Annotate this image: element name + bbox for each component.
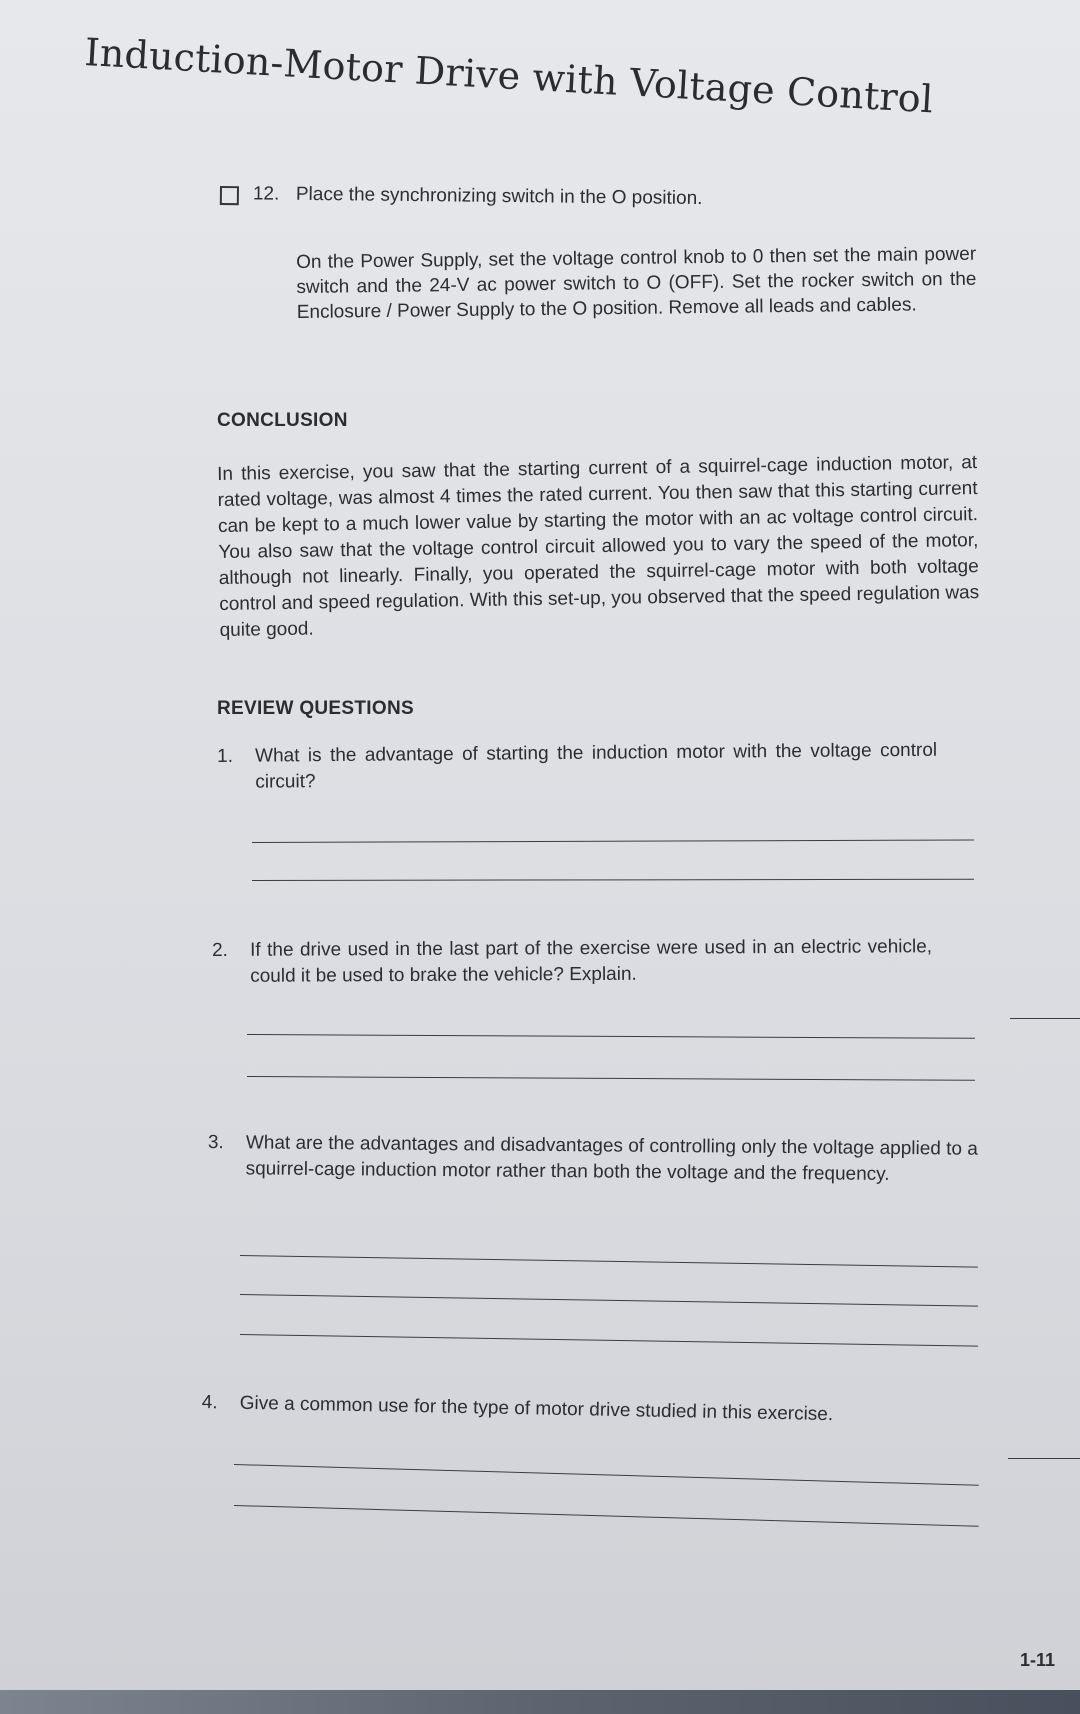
answer-line[interactable] xyxy=(247,1076,975,1081)
question-text: If the drive used in the last part of the exercise were used in an electric vehicle, could it be used to brake the vehicle? Explain. xyxy=(250,936,933,987)
question-number: 4. xyxy=(201,1391,218,1414)
question-3 xyxy=(208,1130,978,1189)
conclusion-heading: CONCLUSION xyxy=(217,410,348,431)
page-title: Induction-Motor Drive with Voltage Control xyxy=(83,30,935,122)
table-surface xyxy=(0,1690,1080,1714)
question-2 xyxy=(212,934,932,990)
answer-line[interactable] xyxy=(240,1334,978,1347)
margin-mark xyxy=(1008,1458,1080,1459)
answer-line[interactable] xyxy=(252,839,974,843)
page-number: 1-11 xyxy=(1020,1650,1056,1670)
question-text: What is the advantage of starting the induction motor with the voltage control circuit? xyxy=(255,739,938,793)
step-12 xyxy=(220,183,980,210)
step-instruction: Place the synchronizing switch in the O position. xyxy=(295,183,703,210)
step-number: 12. xyxy=(252,183,280,205)
question-text: Give a common use for the type of motor drive studied in this exercise. xyxy=(239,1392,834,1426)
question-text: What are the advantages and disadvantages of controlling only the voltage applied to a squirrel-cage induction motor rather than both the voltage and the frequency. xyxy=(245,1132,978,1185)
review-questions-heading: REVIEW QUESTIONS xyxy=(217,698,414,719)
question-4 xyxy=(202,1390,982,1431)
answer-line[interactable] xyxy=(240,1255,978,1268)
step-paragraph: On the Power Supply, set the voltage control knob to 0 then set the main power switch and the 24-V ac power switch to O (OFF). Set the rocker switch on the Enclosure / Power Supply to the O position. Remove all leads and cables. xyxy=(296,243,977,323)
answer-line[interactable] xyxy=(240,1294,978,1307)
question-number: 3. xyxy=(207,1131,224,1154)
question-number: 2. xyxy=(212,939,228,961)
answer-line[interactable] xyxy=(247,1034,975,1039)
answer-line[interactable] xyxy=(252,879,974,881)
answer-line[interactable] xyxy=(234,1505,979,1527)
step-checkbox[interactable] xyxy=(220,186,239,205)
question-number: 1. xyxy=(217,745,234,767)
answer-line[interactable] xyxy=(234,1464,979,1486)
question-1 xyxy=(217,738,937,796)
margin-mark xyxy=(1010,1018,1080,1019)
conclusion-text: In this exercise, you saw that the starting current of a squirrel-cage induction motor, at rated voltage, was almost 4 times the rated current. You then saw that this starting current can be kept to a much lower value by starting the motor with an ac voltage control circuit. You also saw that the voltage control circuit allowed you to vary the speed of the motor, although not linearly. Finally, you operated the squirrel-cage motor with both voltage control and speed regulation. With this set-up, you observed that the speed regulation was quite good. xyxy=(217,452,980,641)
